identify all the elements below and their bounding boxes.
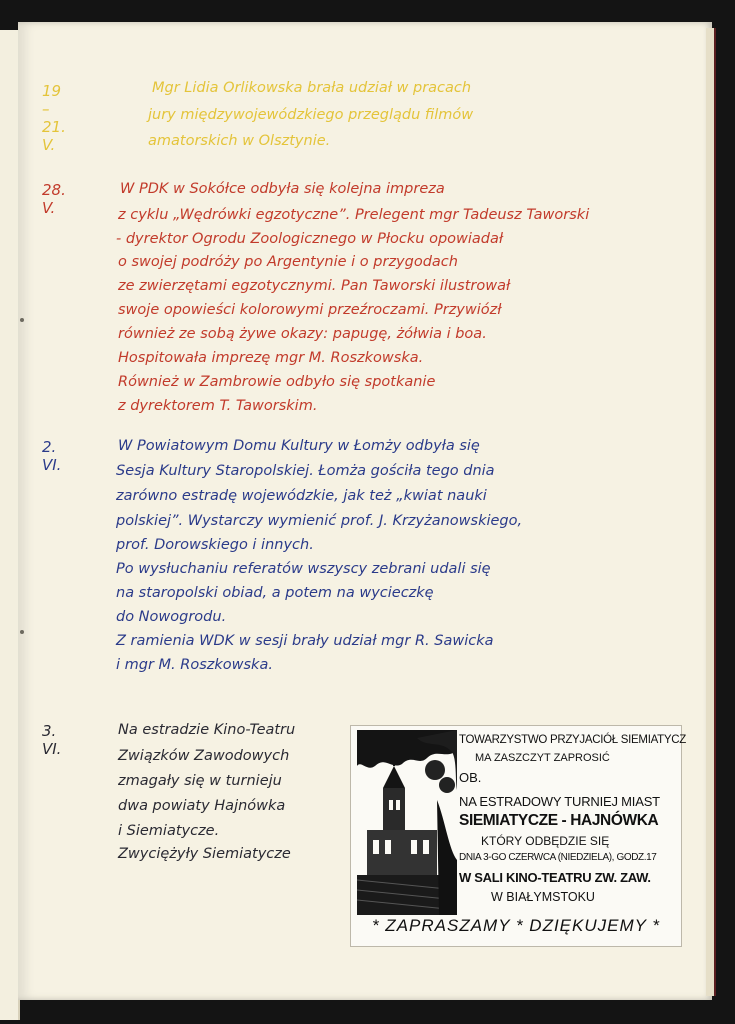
binding-hole xyxy=(20,630,24,634)
book-spine xyxy=(0,30,20,1020)
entry-line: do Nowogrodu. xyxy=(116,609,227,625)
entry-line: i mgr M. Roszkowska. xyxy=(116,657,273,673)
entry-line: prof. Dorowskiego i innych. xyxy=(116,537,314,553)
entry-date: 28. V. xyxy=(42,181,66,217)
entry-line: Mgr Lidia Orlikowska brała udział w pracach xyxy=(152,80,472,96)
entry-line: o swojej podróży po Argentynie i o przygodach xyxy=(118,254,458,270)
pasted-invitation-card xyxy=(350,725,686,947)
entry-line: dwa powiaty Hajnówka xyxy=(118,798,286,814)
entry-line: Zwyciężyły Siemiatycze xyxy=(118,846,291,862)
invitation-line: TOWARZYSTWO PRZYJACIÓŁ SIEMIATYCZ xyxy=(459,734,686,746)
entry-line: jury międzywojewódzkiego przeglądu filmów xyxy=(148,107,474,123)
entry-line: Również w Zambrowie odbyło się spotkanie xyxy=(118,374,436,390)
entry-line: - dyrektor Ogrodu Zoologicznego w Płocku opowiadał xyxy=(116,231,504,247)
entry-line: z dyrektorem T. Taworskim. xyxy=(118,398,318,414)
invitation-line: W SALI KINO-TEATRU ZW. ZAW. xyxy=(459,870,651,885)
entry-line: amatorskich w Olsztynie. xyxy=(148,133,331,149)
church-engraving-image xyxy=(357,730,457,915)
entry-line: Sesja Kultury Staropolskiej. Łomża gościła tego dnia xyxy=(116,463,495,479)
invitation-line: DNIA 3-GO CZERWCA (NIEDZIELA), GODZ.17 xyxy=(459,852,657,863)
invitation-line: SIEMIATYCZE - HAJNÓWKA xyxy=(459,812,659,829)
entry-line: Z ramienia WDK w sesji brały udział mgr R. Sawicka xyxy=(116,633,494,649)
entry-line: Na estradzie Kino-Teatru xyxy=(118,722,296,738)
invitation-line: KTÓRY ODBĘDZIE SIĘ xyxy=(481,834,610,848)
invitation-line: NA ESTRADOWY TURNIEJ MIAST xyxy=(459,794,660,809)
entry-date: 2. VI. xyxy=(42,438,62,474)
entry-date: 19 – 21. V. xyxy=(42,82,66,154)
entry-line: również ze sobą żywe okazy: papugę, żółwia i boa. xyxy=(118,326,487,342)
entry-line: Po wysłuchaniu referatów wszyscy zebrani udali się xyxy=(116,561,491,577)
page-edge xyxy=(706,28,716,996)
entry-line: Związków Zawodowych xyxy=(118,748,290,764)
binding-hole xyxy=(20,318,24,322)
entry-line: Hospitowała imprezę mgr M. Roszkowska. xyxy=(118,350,424,366)
invitation-line: MA ZASZCZYT ZAPROSIĆ xyxy=(475,752,610,764)
invitation-line: W BIAŁYMSTOKU xyxy=(491,890,595,904)
invitation-footer: * ZAPRASZAMY * DZIĘKUJEMY * xyxy=(371,916,661,935)
entry-line: ze zwierzętami egzotycznymi. Pan Taworski ilustrował xyxy=(118,278,511,294)
entry-line: W PDK w Sokółce odbyła się kolejna impreza xyxy=(120,181,445,197)
entry-line: W Powiatowym Domu Kultury w Łomży odbyła się xyxy=(118,438,480,454)
entry-line: z cyklu „Wędrówki egzotyczne”. Prelegent mgr Tadeusz Taworski xyxy=(118,207,590,223)
entry-line: zmagały się w turnieju xyxy=(118,773,282,789)
entry-line: na staropolski obiad, a potem na wycieczkę xyxy=(116,585,434,601)
entry-line: zarówno estradę wojewódzkie, jak też „kwiat nauki xyxy=(116,488,487,504)
entry-date: 3. VI. xyxy=(42,722,62,758)
entry-line: swoje opowieści kolorowymi przeźroczami. Przywiózł xyxy=(118,302,502,318)
entry-line: i Siemiatycze. xyxy=(118,823,220,839)
invitation-line: OB. xyxy=(459,770,482,785)
entry-line: polskiej”. Wystarczy wymienić prof. J. Krzyżanowskiego, xyxy=(116,513,523,529)
